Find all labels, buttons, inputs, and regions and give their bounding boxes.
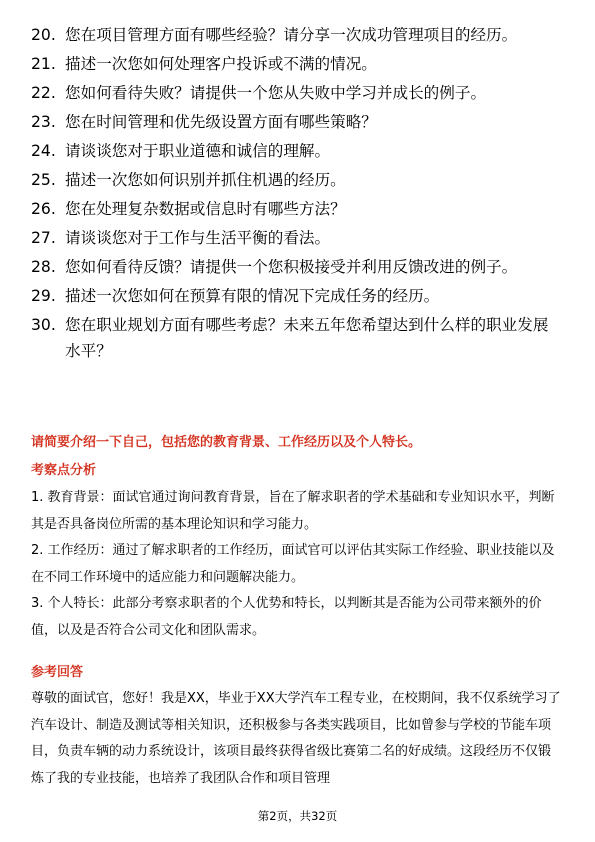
- question-number: 28.: [31, 258, 56, 276]
- question-text: 描述一次您如何识别并抓住机遇的经历。: [65, 171, 346, 189]
- question-number: 27.: [31, 229, 56, 247]
- analysis-item-strengths: 3. 个人特长：此部分考察求职者的个人优势和特长，以判断其是否能为公司带来额外的价值，以及是否符合公司文化和团队需求。: [31, 596, 542, 638]
- question-number: 26.: [31, 200, 56, 218]
- question-item: [31, 80, 561, 106]
- question-item: [31, 312, 561, 364]
- analysis-title: 考察点分析: [31, 463, 97, 478]
- question-item: [31, 254, 561, 280]
- question-item: [31, 167, 561, 193]
- question-number: 20.: [31, 26, 56, 44]
- question-text: 您在时间管理和优先级设置方面有哪些策略？: [65, 113, 377, 131]
- question-number: 21.: [31, 55, 56, 73]
- question-text: 请谈谈您对于职业道德和诚信的理解。: [65, 142, 331, 160]
- answer-title: 参考回答: [31, 665, 84, 680]
- question-text: 描述一次您如何处理客户投诉或不满的情况。: [65, 55, 377, 73]
- question-text: 您在处理复杂数据或信息时有哪些方法？: [65, 200, 346, 218]
- question-number: 22.: [31, 84, 56, 102]
- question-item: [31, 283, 561, 309]
- question-text: 请谈谈您对于工作与生活平衡的看法。: [65, 229, 331, 247]
- question-text: 您如何看待失败？请提供一个您从失败中学习并成长的例子。: [65, 84, 487, 102]
- question-text: 描述一次您如何在预算有限的情况下完成任务的经历。: [65, 287, 440, 305]
- question-text: 您在项目管理方面有哪些经验？请分享一次成功管理项目的经历。: [65, 26, 518, 44]
- page-footer: 第2页，共32页: [257, 809, 338, 823]
- question-item: [31, 109, 561, 135]
- question-number: 23.: [31, 113, 56, 131]
- question-item: [31, 51, 561, 77]
- analysis-item-work: 2. 工作经历：通过了解求职者的工作经历，面试官可以评估其实际工作经验、职业技能以及在不同工作环境中的适应能力和问题解决能力。: [31, 543, 555, 585]
- question-item: [31, 138, 561, 164]
- question-item: [31, 22, 561, 48]
- question-number: 29.: [31, 287, 56, 305]
- question-prompt: 请简要介绍一下自己，包括您的教育背景、工作经历以及个人特长。: [31, 435, 422, 450]
- analysis-item-education: 1. 教育背景：面试官通过询问教育背景，旨在了解求职者的学术基础和专业知识水平，判断其是否具备岗位所需的基本理论知识和学习能力。: [31, 490, 555, 532]
- question-text: 您如何看待反馈？请提供一个您积极接受并利用反馈改进的例子。: [65, 258, 518, 276]
- answer-text: 尊敬的面试官，您好！我是XX，毕业于XX大学汽车工程专业，在校期间，我不仅系统学习了汽车设计、制造及测试等相关知识，还积极参与各类实践项目，比如曾参与学校的节能车项目，负责车辆的动力系统设计，该项目最终获得省级比赛第二名的好成绩。这段经历不仅锻炼了我的专业技能，也培养了我团队合作和项目管理: [31, 691, 561, 786]
- question-text: 您在职业规划方面有哪些考虑？未来五年您希望达到什么样的职业发展水平？: [65, 316, 549, 360]
- analysis-section: [31, 485, 561, 644]
- question-item: [31, 225, 561, 251]
- question-number: 24.: [31, 142, 56, 160]
- question-list: [31, 22, 561, 367]
- question-number: 30.: [31, 316, 56, 334]
- question-item: [31, 196, 561, 222]
- question-number: 25.: [31, 171, 56, 189]
